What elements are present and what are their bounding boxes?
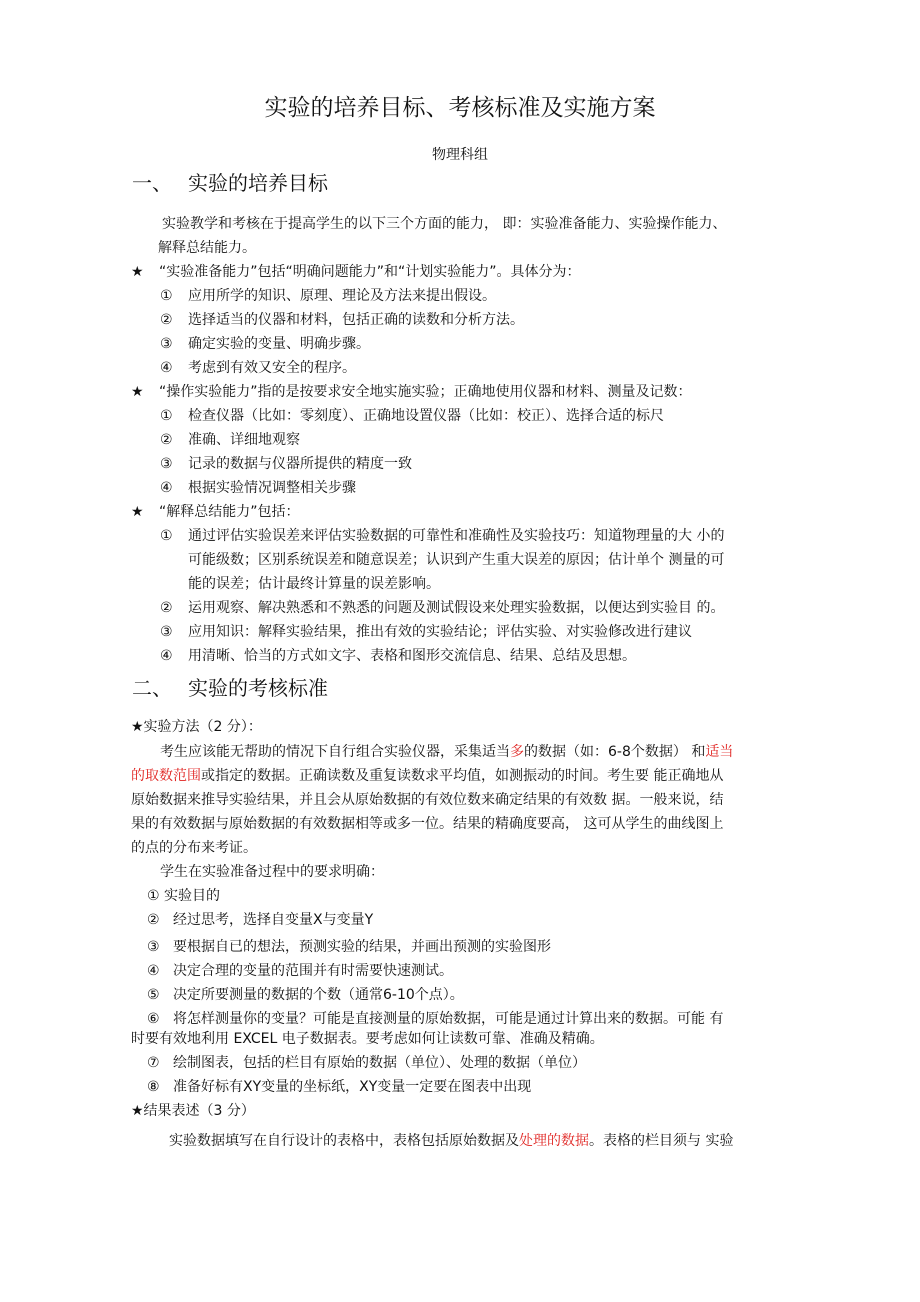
method-paragraph-line-4: 果的有效数据与原始数据的有效数据相等或多一位。结果的精确度要高， 这可从学生的曲线图上 <box>131 816 724 832</box>
list-item: ③ 记录的数据与仪器所提供的精度一致 <box>160 456 412 472</box>
section-1-title: 实验的培养目标 <box>188 171 328 195</box>
list-item-continuation: 可能级数；区别系统误差和随意误差；认识到产生重大误差的原因；估计单个 测量的可 <box>188 552 725 568</box>
list-item: ⑧ 准备好标有XY变量的坐标纸，XY变量一定要在图表中出现 <box>147 1079 532 1095</box>
operate-ability-heading: ★ “操作实验能力”指的是按要求安全地实施实验；正确地使用仪器和材料、测量及记数： <box>131 384 692 400</box>
list-item: ④ 考虑到有效又安全的程序。 <box>160 360 356 376</box>
prep-ability-heading: ★ “实验准备能力”包括“明确问题能力”和“计划实验能力”。具体分为： <box>131 264 581 280</box>
list-item: ② 选择适当的仪器和材料，包括正确的读数和分析方法。 <box>160 312 524 328</box>
list-item: ② 准确、详细地观察 <box>160 432 300 448</box>
list-item: ⑦ 绘制图表，包括的栏目有原始的数据（单位）、处理的数据（单位） <box>147 1055 586 1071</box>
requirements-intro: 学生在实验准备过程中的要求明确： <box>160 864 384 880</box>
explain-ability-heading: ★ “解释总结能力”包括： <box>131 504 300 520</box>
star-icon: ★ <box>131 264 144 280</box>
list-item: ② 运用观察、解决熟悉和不熟悉的问题及测试假设来处理实验数据，以便达到实验目 的。 <box>160 600 725 616</box>
list-item: ① 检查仪器（比如：零刻度）、正确地设置仪器（比如：校正）、选择合适的标尺 <box>160 408 664 424</box>
result-paragraph-line-1: 实验数据填写在自行设计的表格中，表格包括原始数据及处理的数据。表格的栏目须与 实验 <box>169 1133 734 1149</box>
list-item: ④ 用清晰、恰当的方式如文字、表格和图形交流信息、结果、总结及思想。 <box>160 648 636 664</box>
list-item-continuation: 能的误差；估计最终计算量的误差影响。 <box>188 576 440 592</box>
list-item-continuation: 时要有效地利用 EXCEL 电子数据表。要考虑如何让读数可靠、准确及精确。 <box>131 1031 604 1047</box>
list-item: ⑤ 决定所要测量的数据的个数（通常6-10个点）。 <box>147 987 464 1003</box>
method-heading: ★实验方法（2 分）： <box>131 719 262 735</box>
result-heading: ★结果表述（3 分） <box>131 1103 255 1119</box>
section-1-intro-line-1: 实验教学和考核在于提高学生的以下三个方面的能力， 即：实验准备能力、实验操作能力、 <box>162 216 727 232</box>
method-paragraph-line-1: 考生应该能无帮助的情况下自行组合实验仪器，采集适当多的数据（如：6-8个数据） 和适当 <box>160 744 734 760</box>
list-item: ① 通过评估实验误差来评估实验数据的可靠性和准确性及实验技巧：知道物理量的大 小的 <box>160 528 725 544</box>
section-1-heading <box>132 170 328 196</box>
list-item: ③ 确定实验的变量、明确步骤。 <box>160 336 370 352</box>
section-2-title: 实验的考核标准 <box>188 676 328 700</box>
star-icon: ★ <box>131 504 144 520</box>
list-item: ① 应用所学的知识、原理、理论及方法来提出假设。 <box>160 288 496 304</box>
list-item: ② 经过思考，选择自变量X与变量Y <box>147 912 374 928</box>
method-paragraph-line-3: 原始数据来推导实验结果，并且会从原始数据的有效位数来确定结果的有效数 据。一般来说，结 <box>131 792 724 808</box>
method-paragraph-line-2: 的取数范围或指定的数据。正确读数及重复读数求平均值，如测振动的时间。考生要 能正确地从 <box>131 768 724 784</box>
section-2-heading <box>132 675 328 701</box>
list-item: ③ 要根据自已的想法，预测实验的结果，并画出预测的实验图形 <box>147 939 551 955</box>
list-item: ⑥ 将怎样测量你的变量？可能是直接测量的原始数据，可能是通过计算出来的数据。可能 有 <box>147 1011 724 1027</box>
page-title: 实验的培养目标、考核标准及实施方案 <box>264 95 656 121</box>
section-2-number: 二、 <box>132 676 172 700</box>
page-subtitle: 物理科组 <box>432 147 488 163</box>
list-item: ① 实验目的 <box>147 888 221 904</box>
section-1-number: 一、 <box>132 171 172 195</box>
list-item: ④ 决定合理的变量的范围并有时需要快速测试。 <box>147 963 453 979</box>
star-icon: ★ <box>131 384 144 400</box>
list-item: ③ 应用知识：解释实验结果，推出有效的实验结论；评估实验、对实验修改进行建议 <box>160 624 692 640</box>
list-item: ④ 根据实验情况调整相关步骤 <box>160 480 356 496</box>
method-paragraph-line-5: 的点的分布来考证。 <box>131 840 257 856</box>
section-1-intro-line-2: 解释总结能力。 <box>158 240 256 256</box>
